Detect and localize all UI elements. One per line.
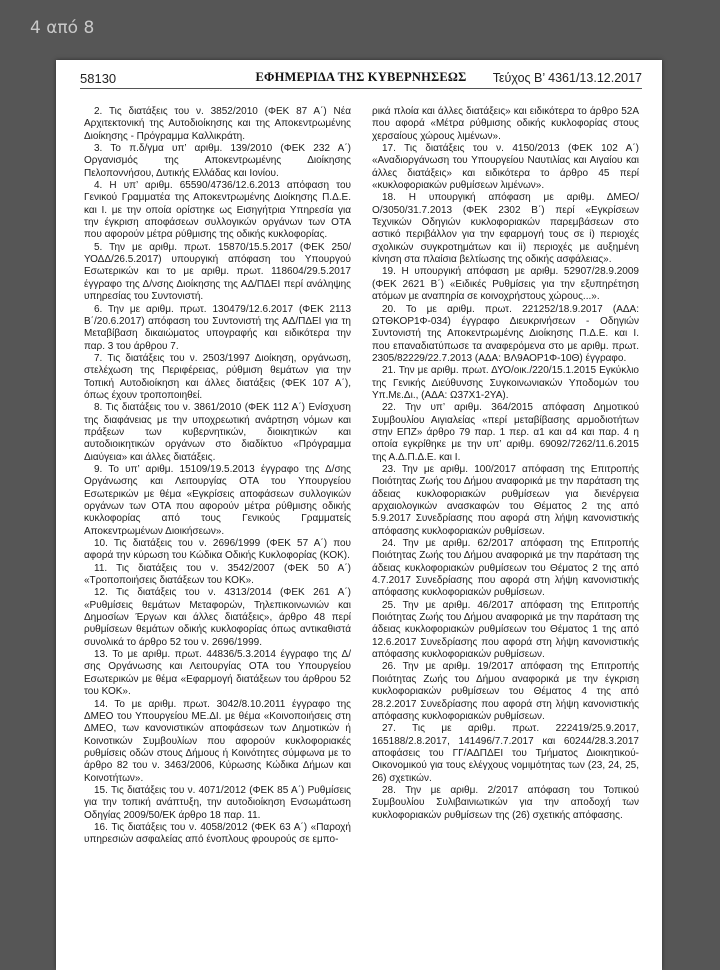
paragraph: 23. Την με αριθμ. 100/2017 απόφαση της Επιτροπής Ποιότητας Ζωής του Δήμου αναφορικά με την παράταση της άδειας κυκλοφοριακών ρυθμίσεων για διενέργεια αρχαιολογικών ανασκαφών του Θέματος 2 της από 5.9.2017 Συνεδρίασης που αφορά στη λήψη κανονιστικής απόφασης κυκλοφοριακών ρυθμίσεων. <box>372 463 639 537</box>
paragraph: 18. Η υπουργική απόφαση με αριθμ. ΔΜΕΟ/Ο/3050/31.7.2013 (ΦΕΚ 2302 Β΄) περί «Εγκρίσεων Τεχνικών Οδηγιών κυκλοφοριακών παρεμβάσεων στο αστικό περιβάλλον για την εφαρμογή τους σε i) περιοχές σχολικών συγκροτημάτων και ii) περιοχές με αυξημένη κίνηση στα πλαίσια βελτίωσης της οδικής ασφάλειας». <box>372 192 639 266</box>
paragraph: 10. Τις διατάξεις του ν. 2696/1999 (ΦΕΚ 57 Α΄) που αφορά την κύρωση του Κώδικα Οδικής Κυκλοφορίας (ΚΟΚ). <box>84 538 351 562</box>
issue-reference: Τεύχος B’ 4361/13.12.2017 <box>492 71 642 85</box>
paragraph: 5. Την με αριθμ. πρωτ. 15870/15.5.2017 (ΦΕΚ 250/ΥΟΔΔ/26.5.2017) υπουργική απόφαση του Υπουργού Εσωτερικών και το με αριθμ. πρωτ. 118604/29.5.2017 έγγραφο της Δ/νσης Διοίκησης της ΑΔ/ΠΔΕΙ περί ανάληψης υπηρεσίας του Συντονιστή. <box>84 241 351 303</box>
paragraph: 4. Η υπ’ αριθμ. 65590/4736/12.6.2013 απόφαση του Γενικού Γραμματέα της Αποκεντρωμένης Διοίκησης Π.Δ.Ε. και Ι. με την οποία ορίστηκε ως Εισηγήτρια Υπηρεσία για την έγκριση αποφάσεων συλλογικών οργάνων των ΟΤΑ που αφορούν μέτρα ρύθμισης της οδικής κυκλοφορίας. <box>84 180 351 241</box>
paragraph: 19. Η υπουργική απόφαση με αριθμ. 52907/28.9.2009 (ΦΕΚ 2621 Β΄) «Ειδικές Ρυθμίσεις για την εξυπηρέτηση ατόμων με αναπηρία σε κοινοχρήστους χώρους...». <box>372 266 639 303</box>
paragraph: 27. Τις με αριθμ. πρωτ. 222419/25.9.2017, 165188/2.8.2017, 141496/7.7.2017 και 60244/28.3.2017 αποφάσεις του ΓΓ/ΑΔΠΔΕΙ του Τμήματος Διοικητικού- Οικονομικού για τους ελέγχους νομιμότητας των (23, 24, 25, 26) σχετικών. <box>372 723 639 784</box>
page-indicator: 4 από 8 <box>30 18 95 38</box>
paragraph: 2. Τις διατάξεις του ν. 3852/2010 (ΦΕΚ 87 Α΄) Νέα Αρχιτεκτονική της Αυτοδιοίκησης και της Αποκεντρωμένης Διοίκησης - Πρόγραμμα Καλλικράτη. <box>84 106 351 142</box>
journal-title: ΕΦΗΜΕΡΙΔΑ ΤΗΣ ΚΥΒΕΡΝΗΣΕΩΣ <box>255 70 467 84</box>
paragraph: 17. Τις διατάξεις του ν. 4150/2013 (ΦΕΚ 102 Α΄) «Αναδιοργάνωση του Υπουργείου Ναυτιλίας και Αιγαίου και άλλες διατάξεις» και ειδικότερα το άρθρο 45 περί «κυκλοφοριακών ρυθμίσεων λιμένων». <box>372 143 639 192</box>
right-column <box>372 106 639 822</box>
paragraph: 25. Την με αριθμ. 46/2017 απόφαση της Επιτροπής Ποιότητας Ζωής του Δήμου αναφορικά με την παράταση της άδειας κυκλοφοριακών ρυθμίσεων του Θέματος 1 της από 12.6.2017 Συνεδρίασης που αφορά στη λήψη κανονιστικής απόφασης κυκλοφοριακών ρυθμίσεων. <box>372 599 639 661</box>
header-rule <box>80 88 642 89</box>
paragraph: 16. Τις διατάξεις του ν. 4058/2012 (ΦΕΚ 63 Α΄) «Παροχή υπηρεσιών ασφαλείας από ένοπλους φρουρούς σε εμπο- <box>84 821 351 846</box>
paragraph: 15. Τις διατάξεις του ν. 4071/2012 (ΦΕΚ 85 Α΄) Ρυθμίσεις για την τοπική ανάπτυξη, την αυτοδιοίκηση Ενσωμάτωση Οδηγίας 2009/50/ΕΚ άρθρο 18 παρ. 11. <box>84 784 351 821</box>
paragraph: 14. Το με αριθμ. πρωτ. 3042/8.10.2011 έγγραφο της ΔΜΕΟ του Υπουργείου ΜΕ.ΔΙ. με θέμα «Κοινοποιήσεις στη ΔΜΕΟ, των κανονιστικών αποφάσεων των Δημοτικών ή Κοινοτικών Συμβουλίων που αφορούν κυκλοφοριακές ρυθμίσεις οδών στους Δήμους ή Κοινότητες σύμφωνα με το άρθρο 82 του ν. 3463/2006, Κύρωσης Κώδικα Δήμων και Κοινοτήτων». <box>84 698 351 784</box>
page-header <box>80 68 642 88</box>
paragraph: 13. Το με αριθμ. πρωτ. 44836/5.3.2014 έγγραφο της Δ/σης Οργάνωσης και Λειτουργίας ΟΤΑ του Υπουργείου Εσωτερικών με θέμα «Εφαρμογή διατάξεων του άρθρου 52 του ΚΟΚ». <box>84 649 351 698</box>
paragraph: 20. Το με αριθμ. πρωτ. 221252/18.9.2017 (ΑΔΑ: ΩΤΘΚΟΡ1Φ-034) έγγραφο Διευκρινήσεων - Οδηγιών Συντονιστή της Αποκεντρωμένης Διοίκησης Π.Δ.Ε. και Ι. που επαναδιατύπωσε τα αναφερόμενα στο με αριθμ. πρωτ. 2305/82229/22.7.2013 (ΑΔΑ: ΒΛ9ΑΟΡ1Φ-10Θ) έγγραφο. <box>372 303 639 364</box>
paragraph: 9. Το υπ’ αριθμ. 15109/19.5.2013 έγγραφο της Δ/σης Οργάνωσης και Λειτουργίας ΟΤΑ του Υπουργείου Εσωτερικών με θέμα «Εγκρίσεις αποφάσεων συλλογικών οργάνων των ΟΤΑ που αφορούν μέτρα ρύθμισης οδικής κυκλοφορίας από τους Γενικούς Γραμματείς Αποκεντρωμένων Διοικήσεων». <box>84 463 351 537</box>
paragraph: 24. Την με αριθμ. 62/2017 απόφαση της Επιτροπής Ποιότητας Ζωής του Δήμου αναφορικά με την παράταση της άδειας κυκλοφοριακών ρυθμίσεων του Θέματος 2 της από 4.7.2017 Συνεδρίασης που αφορά στη λήψη κανονιστικής απόφασης κυκλοφοριακών ρυθμίσεων. <box>372 538 639 599</box>
paragraph: 7. Τις διατάξεις του ν. 2503/1997 Διοίκηση, οργάνωση, στελέχωση της Περιφέρειας, ρύθμιση θεμάτων για την Τοπική Αυτοδιοίκηση και άλλες διατάξεις (ΦΕΚ 107 Α΄), όπως έχουν τροποποιηθεί. <box>84 352 351 401</box>
viewer-toolbar <box>0 0 720 62</box>
paragraph: 26. Την με αριθμ. 19/2017 απόφαση της Επιτροπής Ποιότητας Ζωής του Δήμου αναφορικά με την έγκριση κυκλοφοριακών ρυθμίσεων του Θέματος 4 της από 28.2.2017 Συνεδρίασης που αφορά στη λήψη κανονιστικής απόφασης κυκλοφοριακών ρυθμίσεων. <box>372 661 639 722</box>
left-column <box>84 106 351 847</box>
paragraph: 22. Την υπ’ αριθμ. 364/2015 απόφαση Δημοτικού Συμβουλίου Αιγιαλείας «περί μεταβίβασης αρμοδιοτήτων στην ΕΠΖ» άρθρο 79 παρ. 1 περ. α1 και α4 και παρ. 4 η οποία εγκρίθηκε με την υπ’ αριθμ. 69092/7262/11.6.2015 της Α.Δ.Π.Δ.Ε. και Ι. <box>372 402 639 463</box>
paragraph: 21. Την με αριθμ. πρωτ. ΔΥΟ/οικ./220/15.1.2015 Εγκύκλιο της Γενικής Διεύθυνσης Συγκοινωνιακών Υποδομών του Υπ.Με.Δι., (ΑΔΑ: Ω37Χ1-2ΥΑ). <box>372 365 639 401</box>
paragraph: 8. Τις διατάξεις του ν. 3861/2010 (ΦΕΚ 112 Α΄) Ενίσχυση της διαφάνειας με την υποχρεωτική ανάρτηση νόμων και πράξεων των κυβερνητικών, διοικητικών και αυτοδιοικητικών οργάνων στο διαδίκτυο «Πρόγραμμα Διαύγεια» και άλλες διατάξεις. <box>84 402 351 463</box>
paragraph: 3. Το π.δ/γμα υπ’ αριθμ. 139/2010 (ΦΕΚ 232 Α΄) Οργανισμός της Αποκεντρωμένης Διοίκησης Πελοποννήσου, Δυτικής Ελλάδας και Ιονίου. <box>84 143 351 179</box>
paragraph: 11. Τις διατάξεις του ν. 3542/2007 (ΦΕΚ 50 Α΄) «Τροποποιήσεις διατάξεων του ΚΟΚ». <box>84 562 351 587</box>
document-page <box>56 60 662 970</box>
paragraph: 6. Την με αριθμ. πρωτ. 130479/12.6.2017 (ΦΕΚ 2113 Β΄/20.6.2017) απόφαση του Συντονιστή της ΑΔ/ΠΔΕΙ για τη Μεταβίβαση δικαιώματος υπογραφής και ειδικότερα την παρ. 3 του άρθρου 7. <box>84 303 351 352</box>
paragraph-continuation: ρικά πλοία και άλλες διατάξεις» και ειδικότερα το άρθρο 52Α που αφορά «Μέτρα ρύθμισης οδικής κυκλοφορίας στους χερσαίους χώρους λιμένων». <box>372 106 639 142</box>
page-number: 58130 <box>80 71 117 86</box>
paragraph: 28. Την με αριθμ. 2/2017 απόφαση του Τοπικού Συμβουλίου Συλιβαινιωτικών για την αποδοχή των κυκλοφοριακών ρυθμίσεων της (26) σχετικής απόφασης. <box>372 784 639 821</box>
paragraph: 12. Τις διατάξεις του ν. 4313/2014 (ΦΕΚ 261 Α΄) «Ρυθμίσεις θεμάτων Μεταφορών, Τηλεπικοινωνιών και Δημοσίων Έργων και άλλες διατάξεις», άρθρο 48 περί ρυθμίσεων θεμάτων οδικής κυκλοφορίας όπως αντικαθιστά συνολικά το άρθρο 52 του ν. 2696/1999. <box>84 587 351 648</box>
